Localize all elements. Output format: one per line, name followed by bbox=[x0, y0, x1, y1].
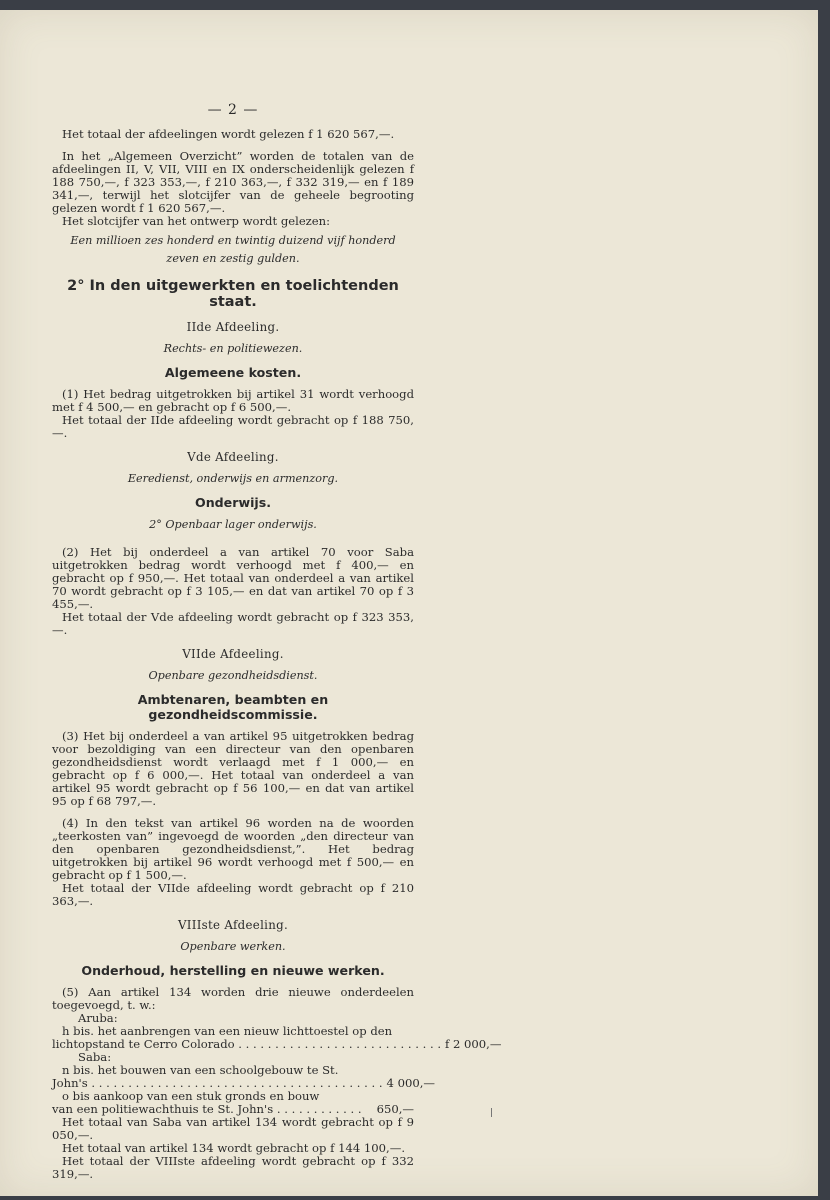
page-number: — 2 — bbox=[207, 102, 259, 118]
paragraph-2: (2) Het bij onderdeel a van artikel 70 voor Saba uitgetrokken bedrag wordt verhoogd met f 400,— en gebracht op f 950,—. Het totaal van onderdeel a van artikel 70 wordt gebracht op f 3 105,— en dat van artikel 70 op f 3 455,—. bbox=[52, 545, 414, 611]
paragraph-2-total: Het totaal der Vde afdeeling wordt gebracht op f 323 353,—. bbox=[52, 610, 414, 637]
item-label: John's . . . . . . . . . . . . . . . . . . . . . . . . . . . . . . . . . . . . . . . . bbox=[52, 1076, 383, 1090]
paragraph-6: Het totaal van Saba van artikel 134 wordt gebracht op f 9 050,—. bbox=[52, 1115, 414, 1142]
amount-in-words-line-1: Een millioen zes honderd en twintig duizend vijf honderd bbox=[70, 234, 396, 247]
region-label-aruba: Aruba: bbox=[78, 1011, 118, 1025]
paragraph-1-total: Het totaal der IIde afdeeling wordt gebracht op f 188 750,—. bbox=[52, 413, 414, 440]
category-heading: Onderwijs. bbox=[195, 495, 271, 510]
afdeeling-subtitle: Openbare gezondheidsdienst. bbox=[148, 669, 318, 682]
paragraph-4-total: Het totaal der VIIde afdeeling wordt gebracht op f 210 363,—. bbox=[52, 881, 414, 908]
afdeeling-heading: VIIde Afdeeling. bbox=[182, 647, 284, 661]
item-o-bis-line-1: o bis aankoop van een stuk gronds en bouw bbox=[62, 1089, 320, 1103]
afdeeling-subtitle: Eeredienst, onderwijs en armenzorg. bbox=[127, 472, 339, 485]
item-label: lichtopstand te Cerro Colorado . . . . . . . . . . . . . . . . . . . . . . . . . . . . bbox=[52, 1037, 442, 1051]
item-amount: 650,— bbox=[376, 1102, 414, 1116]
item-label: van een politiewachthuis te St. John's . . . . . . . . . . . . bbox=[52, 1102, 362, 1116]
item-h-bis-line-1: h bis. het aanbrengen van een nieuw lichttoestel op den bbox=[62, 1024, 393, 1038]
paragraph-1: (1) Het bedrag uitgetrokken bij artikel 31 wordt verhoogd met f 4 500,— en gebracht op f 6 500,—. bbox=[52, 387, 414, 414]
item-n-bis-line-1: n bis. het bouwen van een schoolgebouw te St. bbox=[62, 1063, 339, 1077]
item-amount: f 2 000,— bbox=[445, 1037, 502, 1051]
item-amount: 4 000,— bbox=[386, 1076, 436, 1090]
region-label-saba: Saba: bbox=[78, 1050, 112, 1064]
document-page bbox=[0, 10, 818, 1196]
afdeeling-subtitle: Rechts- en politiewezen. bbox=[163, 342, 303, 355]
paper-mark bbox=[491, 1108, 492, 1117]
paragraph-7: Het totaal van artikel 134 wordt gebracht op f 144 100,—. bbox=[62, 1141, 406, 1155]
paragraph-3: (3) Het bij onderdeel a van artikel 95 uitgetrokken bedrag voor bezoldiging van een directeur van den openbaren gezondheidsdienst wordt verlaagd met f 1 000,— en gebracht op f 6 000,—. Het totaal van onderdeel a van artikel 95 wordt gebracht op f 56 100,— en dat van artikel 95 op f 68 797,—. bbox=[52, 729, 414, 808]
subcategory-heading: 2° Openbaar lager onderwijs. bbox=[149, 518, 317, 531]
afdeeling-heading: Vde Afdeeling. bbox=[187, 450, 279, 464]
afdeeling-subtitle: Openbare werken. bbox=[180, 940, 286, 953]
paragraph-5: (5) Aan artikel 134 worden drie nieuwe onderdeelen toegevoegd, t. w.: bbox=[52, 985, 414, 1012]
paragraph-algemeen-overzicht: In het „Algemeen Overzicht” worden de totalen van de afdeelingen II, V, VII, VIII en IX onderscheidenlijk gelezen f 188 750,—, f 323 353,—, f 210 363,—, f 332 319,— en f 189 341,—, terwijl het slotcijfer van de geheele begrooting gelezen wordt f 1 620 567,—. bbox=[52, 149, 414, 215]
paragraph-8: Het totaal der VIIIste afdeeling wordt gebracht op f 332 319,—. bbox=[52, 1154, 414, 1181]
section-heading: 2° In den uitgewerkten en toelichtenden staat. bbox=[67, 278, 399, 310]
amount-in-words-line-2: zeven en zestig gulden. bbox=[166, 252, 300, 265]
paragraph-slotcijfer: Het slotcijfer van het ontwerp wordt gelezen: bbox=[62, 214, 331, 228]
category-heading: Onderhoud, herstelling en nieuwe werken. bbox=[81, 963, 385, 978]
category-heading: Algemeene kosten. bbox=[164, 365, 302, 380]
afdeeling-heading: IIde Afdeeling. bbox=[186, 320, 280, 334]
paragraph-totaal-afdeelingen: Het totaal der afdeelingen wordt gelezen f 1 620 567,—. bbox=[62, 127, 395, 141]
text-column bbox=[52, 102, 502, 1181]
afdeeling-heading: VIIIste Afdeeling. bbox=[177, 918, 289, 932]
paragraph-4: (4) In den tekst van artikel 96 worden na de woorden „teerkosten van” ingevoegd de woorden „den directeur van den openbaren gezondheidsdienst,”. Het bedrag uitgetrokken bij artikel 96 wordt verhoogd met f 500,— en gebracht op f 1 500,—. bbox=[52, 816, 414, 882]
category-heading: Ambtenaren, beambten en gezondheidscommissie. bbox=[137, 692, 329, 722]
